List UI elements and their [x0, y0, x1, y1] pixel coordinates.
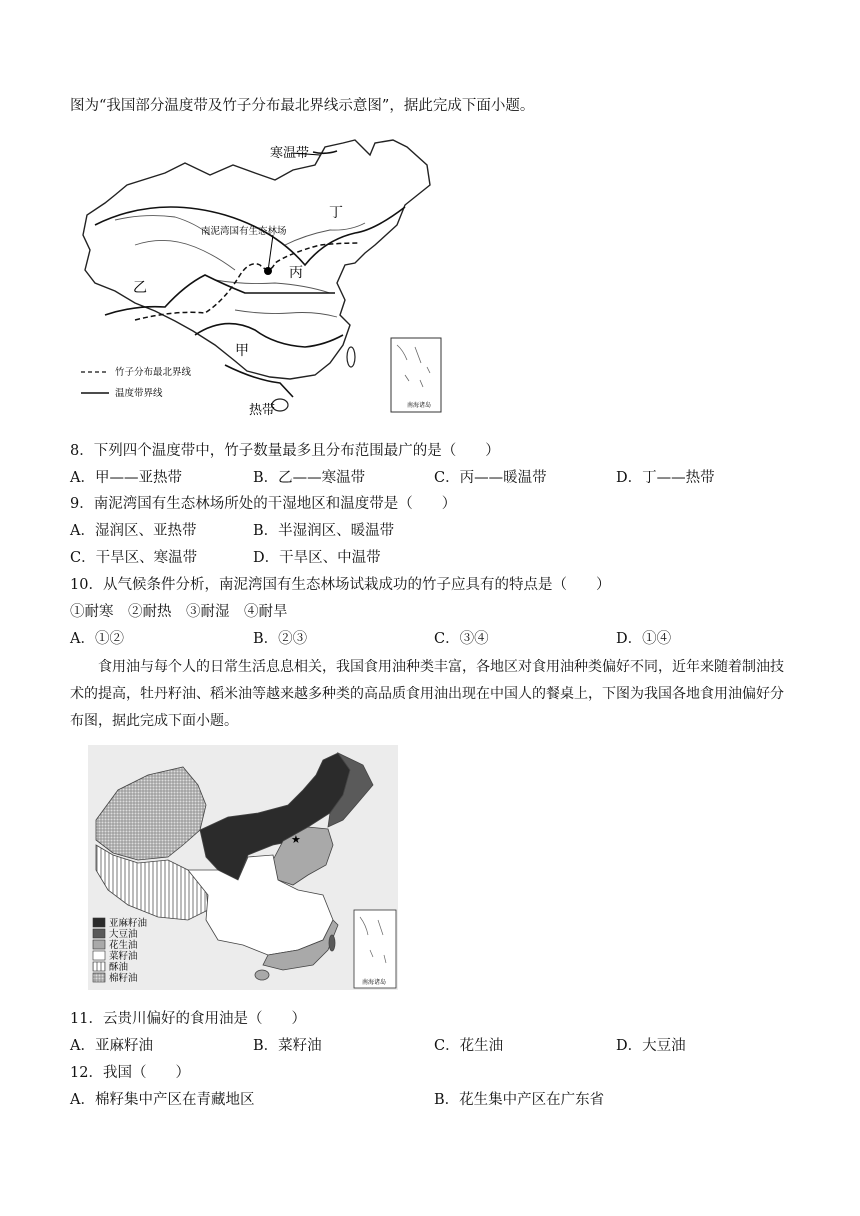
legend-bamboo: 竹子分布最北界线 [115, 367, 192, 378]
q8-option-d[interactable]: D．丁——热带 [616, 470, 715, 486]
legend-oil-5: 酥油 [109, 962, 129, 973]
intro-text-2: 食用油与每个人的日常生活息息相关，我国食用油种类丰富，各地区对食用油种类偏好不同，近年来随着制油技术的提高，牡丹籽油、稻米油等越来越多种类的高品质食用油出现在中国人的餐桌上，下图为我国各地食用油偏好分布图，据此完成下面小题。 [70, 659, 784, 729]
label-redai: 热带 [249, 403, 276, 418]
intro-text-1: 图为“我国部分温度带及竹子分布最北界线示意图”，据此完成下面小题。 [70, 98, 535, 114]
label-ding: 丁 [329, 205, 343, 221]
q8-stem: 8．下列四个温度带中，竹子数量最多且分布范围最广的是（ ） [70, 443, 500, 459]
legend-oil-6: 棉籽油 [109, 973, 138, 984]
cooking-oil-map [88, 745, 398, 990]
q8-option-a[interactable]: A．甲——亚热带 [70, 470, 182, 486]
china-outline [83, 140, 430, 379]
q12-stem: 12．我国（ ） [70, 1065, 190, 1081]
bamboo-limit-line [135, 243, 360, 320]
inset-label-2: 南海诸岛 [362, 979, 387, 986]
q11-option-b[interactable]: B．菜籽油 [253, 1038, 322, 1054]
label-yi: 乙 [133, 280, 147, 296]
label-site: 南泥湾国有生态林场 [201, 226, 287, 237]
q10-option-c[interactable]: C．③④ [434, 631, 489, 647]
zone-boundary-4 [225, 365, 293, 397]
q8-option-c[interactable]: C．丙——暖温带 [434, 470, 547, 486]
q9-option-a[interactable]: A．湿润区、亚热带 [70, 523, 197, 539]
south-china-sea-inset-2 [354, 910, 396, 988]
q10-option-d[interactable]: D．①④ [616, 631, 672, 647]
q11-option-c[interactable]: C．花生油 [434, 1038, 504, 1054]
legend-oil-1: 亚麻籽油 [109, 918, 148, 929]
legend-oil-4: 菜籽油 [109, 951, 138, 962]
label-hanwendai: 寒温带 [270, 146, 310, 161]
q9-option-b[interactable]: B．半湿润区、暖温带 [253, 523, 395, 539]
q9-option-d[interactable]: D．干旱区、中温带 [253, 550, 381, 566]
q12-option-b[interactable]: B．花生集中产区在广东省 [434, 1092, 605, 1108]
q9-option-c[interactable]: C．干旱区、寒温带 [70, 550, 198, 566]
legend-oil-3: 花生油 [109, 940, 138, 951]
q11-option-d[interactable]: D．大豆油 [616, 1038, 686, 1054]
q11-option-a[interactable]: A．亚麻籽油 [70, 1038, 153, 1054]
intro-paragraph-2 [70, 654, 792, 735]
q12-option-a[interactable]: A．棉籽集中产区在青藏地区 [70, 1092, 255, 1108]
q10-option-b[interactable]: B．②③ [253, 631, 308, 647]
q10-option-a[interactable]: A．①② [70, 631, 124, 647]
label-bing: 丙 [289, 265, 303, 281]
legend-oil-2: 大豆油 [109, 929, 138, 940]
q8-option-b[interactable]: B．乙——寒温带 [253, 470, 366, 486]
beijing-star-icon: ★ [291, 833, 301, 846]
temperature-zone-map [75, 135, 445, 420]
label-jia: 甲 [235, 343, 249, 359]
legend-zone: 温度带界线 [115, 388, 163, 399]
q9-stem: 9．南泥湾国有生态林场所处的干湿地区和温度带是（ ） [70, 496, 457, 512]
q11-stem: 11．云贵川偏好的食用油是（ ） [70, 1011, 306, 1027]
zone-boundary-3 [195, 324, 343, 347]
q10-stem: 10．从气候条件分析，南泥湾国有生态林场试栽成功的竹子应具有的特点是（ ） [70, 577, 611, 593]
inset-label-1: 南海诸岛 [407, 402, 432, 409]
q10-items: ①耐寒 ②耐热 ③耐湿 ④耐旱 [70, 604, 288, 620]
